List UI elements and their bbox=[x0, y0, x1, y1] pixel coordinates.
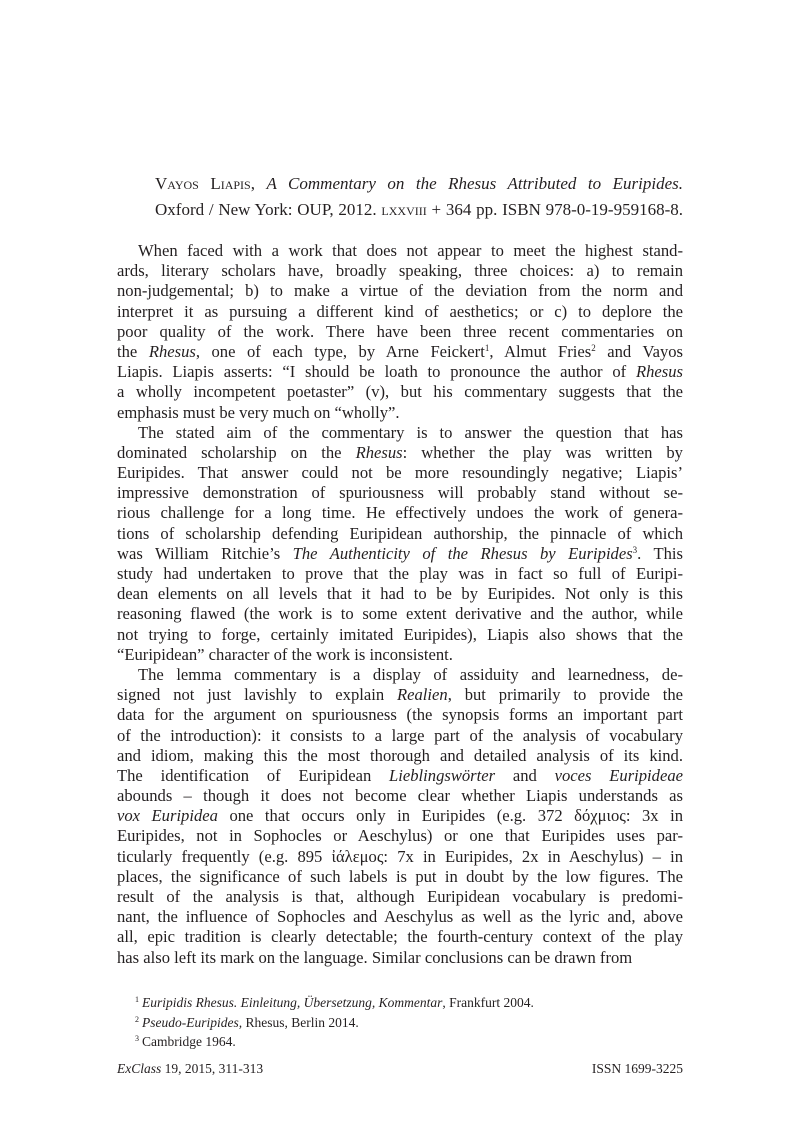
text-line bbox=[117, 423, 683, 443]
text-line bbox=[117, 463, 683, 483]
text-line bbox=[117, 705, 683, 725]
text-segment: interpret it as pursuing a different kind of aesthetics; or c) to deplore the bbox=[117, 301, 683, 321]
text-line bbox=[117, 483, 683, 503]
text-segment: rious challenge for a long time. He effectively undoes the work of genera- bbox=[117, 503, 683, 523]
text-line bbox=[117, 746, 683, 766]
text-line bbox=[117, 564, 683, 584]
text-segment: : whether the play was written by bbox=[402, 442, 683, 462]
roman-pages: lxxviii bbox=[381, 200, 427, 219]
footnote bbox=[135, 993, 534, 1013]
footnote-text: Cambridge 1964. bbox=[142, 1034, 236, 1049]
text-segment: The lemma commentary is a display of assiduity and learnedness, de- bbox=[138, 664, 683, 684]
text-segment: Liapis. Liapis asserts: “I should be loath to pronounce the author of bbox=[117, 362, 636, 382]
italic-text: vox Euripidea bbox=[117, 806, 218, 826]
review-header bbox=[117, 171, 683, 223]
text-segment: not trying to forge, certainly imitated Euripides), Liapis also shows that the bbox=[117, 624, 683, 644]
text-segment: , Almut Fries bbox=[489, 341, 592, 361]
text-line bbox=[117, 786, 683, 806]
text-segment: places, the significance of such labels is put in doubt by the low figures. The bbox=[117, 866, 683, 886]
text-line bbox=[117, 403, 683, 423]
footnotes bbox=[135, 993, 534, 1052]
italic-text: Rhesus bbox=[635, 362, 683, 382]
text-line bbox=[117, 847, 683, 867]
text-line bbox=[117, 867, 683, 887]
text-line bbox=[117, 927, 683, 947]
footnote-ref: 3 bbox=[632, 544, 638, 555]
footnote bbox=[135, 1013, 534, 1033]
footnote-text: , Frankfurt 2004. bbox=[442, 995, 534, 1010]
journal-name: ExClass bbox=[117, 1061, 162, 1076]
paragraph bbox=[117, 665, 683, 968]
separator: , bbox=[250, 174, 267, 193]
text-segment: impressive demonstration of spuriousness will probably stand without se- bbox=[117, 483, 683, 503]
publication-info: Oxford / New York: OUP, 2012. bbox=[155, 200, 382, 219]
footnote-text: Rhesus, Berlin 2014. bbox=[242, 1014, 359, 1030]
book-title: A Commentary on the Rhesus Attributed to Euripides. bbox=[266, 174, 683, 193]
footnote-title: Euripidis Rhesus. Einleitung, Übersetzung, Kommentar bbox=[142, 995, 443, 1010]
text-segment: Euripides, not in Sophocles or Aeschylus) or one that Euripides uses par- bbox=[117, 826, 683, 846]
text-line bbox=[117, 726, 683, 746]
text-line bbox=[117, 645, 683, 665]
text-segment: dominated scholarship on the bbox=[117, 442, 356, 462]
text-line bbox=[117, 362, 683, 382]
text-line bbox=[117, 826, 683, 846]
footnote-ref: 1 bbox=[484, 342, 490, 353]
text-segment: one that occurs only in Euripides (e.g. 372 δόχμιος: 3x in bbox=[217, 806, 683, 826]
text-line bbox=[117, 665, 683, 685]
text-line bbox=[117, 766, 683, 786]
text-segment: and Vayos bbox=[595, 341, 684, 361]
footnote-title: Pseudo-Euripides, bbox=[142, 1014, 243, 1030]
text-segment: and idiom, making this the most thorough and detailed analysis of its kind. bbox=[117, 745, 683, 765]
text-line bbox=[117, 261, 683, 281]
text-segment: data for the argument on spuriousness (the synopsis forms an important part bbox=[117, 705, 683, 725]
text-segment: . This bbox=[637, 543, 683, 563]
footnote-number: 2 bbox=[135, 1014, 139, 1024]
text-line bbox=[117, 604, 683, 624]
text-line bbox=[117, 948, 683, 968]
text-line bbox=[117, 342, 683, 362]
footnote bbox=[135, 1032, 534, 1052]
paragraph bbox=[117, 423, 683, 665]
text-segment: dean elements on all levels that it had to be by Euripides. Not only is this bbox=[117, 584, 683, 604]
text-line bbox=[117, 887, 683, 907]
text-segment: tions of scholarship defending Euripidean authorship, the pinnacle of which bbox=[117, 523, 683, 543]
review-body bbox=[117, 241, 683, 968]
paragraph bbox=[117, 241, 683, 423]
page-footer bbox=[117, 1061, 683, 1077]
text-line bbox=[117, 281, 683, 301]
text-segment: “Euripidean” character of the work is inconsistent. bbox=[117, 644, 453, 664]
text-line bbox=[117, 907, 683, 927]
text-segment: nant, the influence of Sophocles and Aeschylus as well as the lyric and, above bbox=[117, 907, 683, 927]
text-segment: , one of each type, by Arne Feickert bbox=[195, 341, 485, 361]
text-line bbox=[117, 625, 683, 645]
text-segment: ards, literary scholars have, broadly speaking, three choices: a) to remain bbox=[117, 261, 683, 281]
text-segment: a wholly incompetent poetaster” (v), but his commentary suggests that the bbox=[117, 382, 683, 402]
text-segment: all, epic tradition is clearly detectable; the fourth-century context of the play bbox=[117, 927, 683, 947]
text-segment: was William Ritchie’s bbox=[117, 543, 293, 563]
text-segment: study had undertaken to prove that the play was in fact so full of Euripi- bbox=[117, 564, 683, 583]
text-line bbox=[117, 443, 683, 463]
text-segment: The stated aim of the commentary is to answer the question that has bbox=[138, 422, 683, 442]
text-line bbox=[117, 584, 683, 604]
pages-isbn: + 364 pp. ISBN 978-0-19-959168-8. bbox=[426, 200, 683, 219]
footnote-number: 3 bbox=[135, 1034, 139, 1043]
review-header-line-2 bbox=[117, 197, 683, 223]
text-segment: emphasis must be very much on “wholly”. bbox=[117, 402, 400, 422]
text-segment: ticularly frequently (e.g. 895 ἰάλεμος: 7x in Euripides, 2x in Aeschylus) – in bbox=[117, 846, 683, 866]
text-line bbox=[117, 382, 683, 402]
text-segment: abounds – though it does not become clear whether Liapis understands as bbox=[117, 786, 683, 806]
text-segment: non-judgemental; b) to make a virtue of the deviation from the norm and bbox=[117, 281, 683, 301]
italic-text: Realien bbox=[397, 685, 448, 705]
text-segment: poor quality of the work. There have been three recent commentaries on bbox=[117, 321, 683, 341]
text-line bbox=[117, 322, 683, 342]
text-line bbox=[117, 685, 683, 705]
footnote-number: 1 bbox=[135, 995, 139, 1004]
text-line bbox=[117, 524, 683, 544]
text-segment: The identification of Euripidean bbox=[117, 765, 390, 785]
text-segment: the bbox=[117, 341, 149, 361]
volume-pages: 19, 2015, 311-313 bbox=[161, 1061, 264, 1076]
text-segment: of the introduction): it consists to a large part of the analysis of vocabulary bbox=[117, 725, 683, 745]
text-line bbox=[117, 544, 683, 564]
author-name: Vayos Liapis bbox=[155, 174, 251, 193]
text-segment: , but primarily to provide the bbox=[447, 685, 683, 705]
footnote-ref: 2 bbox=[591, 342, 596, 353]
journal-citation bbox=[117, 1061, 263, 1077]
text-segment: result of the analysis is that, although Euripidean vocabulary is predomi- bbox=[117, 887, 683, 906]
text-segment: Euripides. That answer could not be more resoundingly negative; Liapis’ bbox=[117, 463, 683, 483]
text-segment: When faced with a work that does not appear to meet the highest stand- bbox=[138, 241, 683, 260]
italic-text: Rhesus bbox=[355, 442, 403, 462]
italic-text: The Authenticity of the Rhesus by Euripides bbox=[292, 543, 633, 563]
text-line bbox=[117, 503, 683, 523]
text-line bbox=[117, 806, 683, 826]
text-segment: reasoning flawed (the work is to some extent derivative and the author, while bbox=[117, 604, 683, 624]
text-segment: has also left its mark on the language. Similar conclusions can be drawn from bbox=[117, 947, 633, 967]
issn: ISSN 1699-3225 bbox=[591, 1061, 683, 1076]
text-segment: signed not just lavishly to explain bbox=[117, 685, 397, 705]
text-segment: and bbox=[495, 765, 555, 785]
italic-text: Rhesus bbox=[148, 341, 196, 361]
review-header-line-1 bbox=[117, 171, 683, 197]
text-line bbox=[117, 241, 683, 261]
italic-text: Lieblingswörter bbox=[389, 765, 496, 785]
italic-text: voces Euripideae bbox=[554, 765, 683, 785]
text-line bbox=[117, 302, 683, 322]
